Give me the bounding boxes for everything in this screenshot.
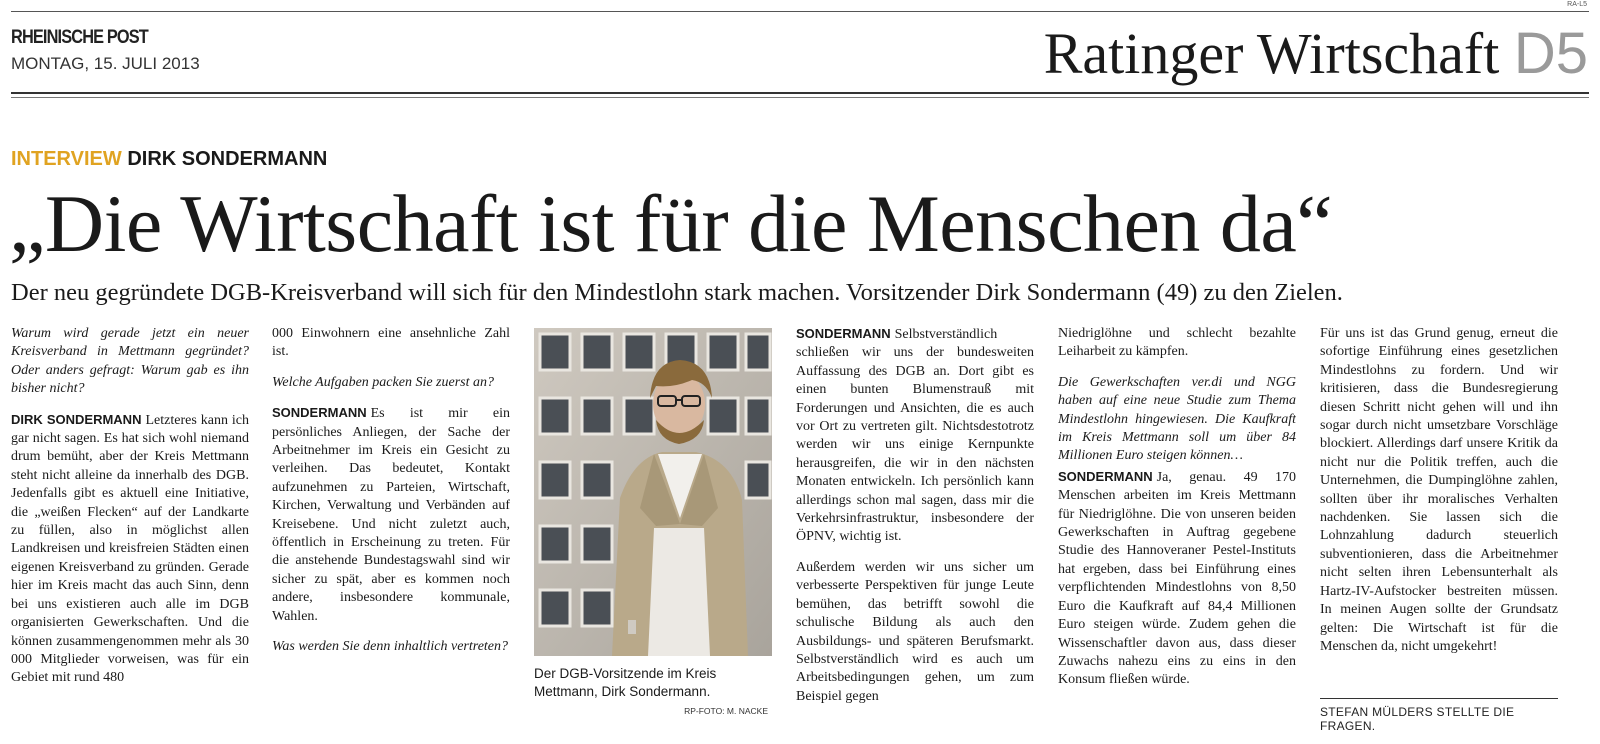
masthead-bottom-rule (11, 92, 1589, 94)
issue-date: MONTAG, 15. JULI 2013 (11, 54, 200, 73)
masthead-top-rule (11, 11, 1589, 12)
column-2 (272, 325, 510, 725)
page-number: D5 (1513, 21, 1588, 86)
answer-4-continued: Für uns ist das Grund genug, erneut die sofortige Einführung eines gesetzlichen Mindestlohns zu fordern. Und wir kritisieren, dass die Bundesregierung diesen Schritt nicht gehen will und ihn sogar durch nicht umsetzbare Vorschläge blockiert. Allerdings darf unsere Kritik da nicht nur die Politik treffen, auch die Unternehmen, die Dumpinglöhne zahlen, sollten über ihr moralisches Verhalten nachdenken. Sie lassen sich die Lohnzahlung dadurch steuerlich subventionieren, dass die Arbeitnehmer nicht selten ihren Lebensunterhalt als Hartz-IV-Aufstocker bestreiten müssen. In meinen Augen sollte der Grundsatz gelten: Die Wirtschaft ist für die Menschen da, nicht umgekehrt! (1320, 326, 1558, 654)
speaker-label: DIRK SONDERMANN (11, 411, 142, 427)
answer-2-text: Es ist mir ein persönliches Anliegen, der Sache der Arbeitnehmer im Kreis ein Gesicht zu verleihen. Das bedeutet, Kontakt aufzunehmen zu Parteien, Wirtschaft, Kirchen, Verwaltung und Verbänden auf Kreisebene. Und nicht zuletzt auch, öffentlich in Erscheinung zu treten. Für die anstehende Bundestagswahl sind wir sicher zu spät, aber es kommen noch andere, insbesondere kommunale, Wahlen. (272, 406, 510, 624)
answer-3-continued: Niedriglöhne und schlecht bezahlte Leiharbeit zu kämpfen. (1058, 326, 1296, 360)
column-1 (11, 325, 249, 725)
speaker-label: SONDERMANN (796, 326, 891, 341)
photo-credit: RP-FOTO: M. NACKE (684, 706, 768, 716)
answer-1-text: Letzteres kann ich gar nicht sagen. Es hat sich wohl niemand drum bemüht, aber der Kreis Mettmann steht nicht alleine da innerhalb des DGB. Jedenfalls gibt es aktuell eine Initiative, die „weißen Flecken“ auf der Landkarte zu füllen, also in möglichst allen Landkreisen und kreisfreien Städten einen eigenen Kreisverband zu gründen. Gerade hier im Kreis macht das auch Sinn, denn bei uns existieren auch alle im DGB organisierten Gewerkschaften. Und die können zusammengenommen mehr als 30 000 Mitglieder vorweisen, was für ein Gebiet mit rund 480 (11, 412, 249, 686)
question-1: Warum wird gerade jetzt ein neuer Kreisverband in Mettmann gegründet? Oder anders gefragt: Warum gab es ihn bisher nicht? (11, 326, 249, 397)
answer-1-continued: 000 Einwohnern eine ansehnliche Zahl ist. (272, 326, 510, 360)
question-2: Welche Aufgaben packen Sie zuerst an? (272, 374, 495, 390)
question-3: Was werden Sie denn inhaltlich vertreten? (272, 639, 509, 655)
portrait-photo (534, 328, 772, 656)
speaker-label: SONDERMANN (272, 405, 367, 421)
headline: „Die Wirtschaft ist für die Menschen da“ (9, 178, 1333, 269)
answer-3 (796, 325, 1034, 547)
answer-4 (1058, 468, 1296, 690)
subheadline: Der neu gegründete DGB-Kreisverband will sich für den Mindestlohn stark machen. Vorsitzender Dirk Sondermann (49) zu den Zielen. (11, 279, 1343, 306)
masthead-bottom-rule-thin (11, 97, 1589, 98)
newspaper-name: RHEINISCHE POST (11, 27, 148, 48)
answer-3-paragraph-2: Außerdem werden wir uns sicher um verbesserte Perspektiven für junge Leute bemühen, das betrifft sowohl die schulische Bildung als auch den Ausbildungs- und späteren Berufsmarkt. Selbstverständlich wird es auch um Arbeitsbedingungen gehen, um zum Beispiel gegen (796, 559, 1034, 704)
photo-caption: Der DGB-Vorsitzende im Kreis Mettmann, Dirk Sondermann. (534, 666, 717, 699)
answer-4-text: Ja, genau. 49 170 Menschen arbeiten im Kreis Mettmann für Niedriglöhne. Die von unseren beiden Gewerkschaften in Auftrag gegebene Studie des Hannoveraner Pestel-Instituts hat ergeben, dass bei Einführung eines verpflichtenden Mindestlohns von 8,50 Euro die Kaufkraft auf 84,4 Millionen Euro steigen würde. Zudem gehen die Wissenschaftler davon aus, dass dieser Zuwachs nahezu eins zu eins in den Konsum fließen würde. (1058, 469, 1296, 688)
kicker-label: INTERVIEW (11, 148, 122, 170)
section-title: Ratinger Wirtschaft (1043, 21, 1500, 86)
page-code: RA-L5 (1567, 1, 1587, 8)
question-4: Die Gewerkschaften ver.di und NGG haben auf eine neue Studie zum Thema Mindestlohn hingewiesen. Die Kaufkraft im Kreis Mettmann soll um über 84 Millionen Euro steigen können… (1058, 374, 1296, 464)
speaker-label: SONDERMANN (1058, 468, 1153, 484)
column-4 (796, 325, 1034, 725)
answer-1 (11, 411, 249, 688)
answer-3-text: Selbstverständlich schließen wir uns der bundesweiten Auffassung des DGB an. Dort gibt es einen bunten Blumenstrauß mit Forderungen und Ansichten, die es auch vor Ort zu vertreten gilt. Nichtsdestotrotz werden wir uns einige Kernpunkte herausgreifen, die wir in den nächsten Monaten entwickeln. Ich persönlich kann allerdings schon mal sagen, dass mir die Verkehrsinfrastruktur, insbesondere der ÖPNV, wichtig ist. (796, 327, 1034, 545)
interview-credit: STEFAN MÜLDERS STELLTE DIE FRAGEN. (1320, 698, 1558, 733)
column-5 (1058, 325, 1296, 725)
column-6 (1320, 325, 1558, 695)
answer-2 (272, 404, 510, 626)
portrait-photo-image (534, 328, 772, 656)
kicker (11, 148, 327, 171)
kicker-name: DIRK SONDERMANN (127, 148, 328, 170)
section-header (1043, 21, 1588, 86)
